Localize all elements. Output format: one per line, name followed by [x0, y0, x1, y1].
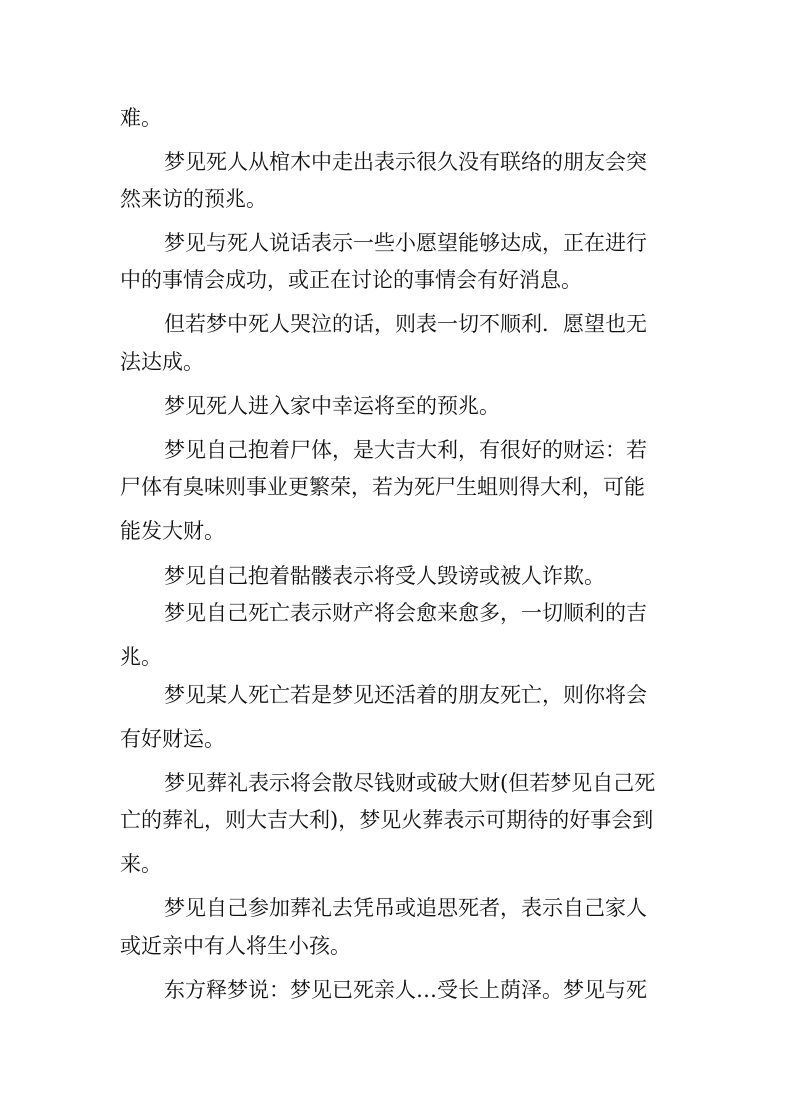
text-line: 能发大财。	[120, 519, 225, 543]
text-line: 来。	[120, 852, 162, 876]
text-line: 梦见自己死亡表示财产将会愈来愈多，一切顺利的吉	[164, 601, 647, 625]
text-line: 亡的葬礼，则大吉大利)，梦见火葬表示可期待的好事会到	[120, 808, 654, 832]
text-line: 法达成。	[120, 350, 204, 374]
text-line: 或近亲中有人将生小孩。	[120, 934, 351, 958]
text-line: 梦见自己抱着尸体，是大吉大利，有很好的财运：若	[164, 438, 647, 462]
text-line: 然来访的预兆。	[120, 187, 267, 211]
text-line: 兆。	[120, 645, 162, 669]
text-line: 中的事情会成功，或正在讨论的事情会有好消息。	[120, 268, 582, 292]
text-line: 有好财运。	[120, 727, 225, 751]
text-line: 梦见葬礼表示将会散尽钱财或破大财(但若梦见自己死	[164, 771, 656, 795]
text-line: 梦见死人进入家中幸运将至的预兆。	[164, 394, 500, 418]
text-line: 难。	[120, 106, 162, 130]
text-line: 梦见死人从棺木中走出表示很久没有联络的朋友会突	[164, 150, 647, 174]
text-line: 梦见与死人说话表示一些小愿望能够达成，正在进行	[164, 231, 647, 255]
text-line: 梦见自己参加葬礼去凭吊或追思死者，表示自己家人	[164, 896, 647, 920]
text-line: 梦见自己抱着骷髅表示将受人毁谤或被人诈欺。	[164, 564, 605, 588]
text-line: 梦见某人死亡若是梦见还活着的朋友死亡，则你将会	[164, 683, 647, 707]
text-line: 但若梦中死人哭泣的话，则表一切不顺利．愿望也无	[164, 312, 647, 336]
text-line: 东方释梦说：梦见已死亲人…受长上荫泽。梦见与死	[164, 978, 647, 1002]
text-line: 尸体有臭味则事业更繁荣，若为死尸生蛆则得大利，可能	[120, 475, 645, 499]
